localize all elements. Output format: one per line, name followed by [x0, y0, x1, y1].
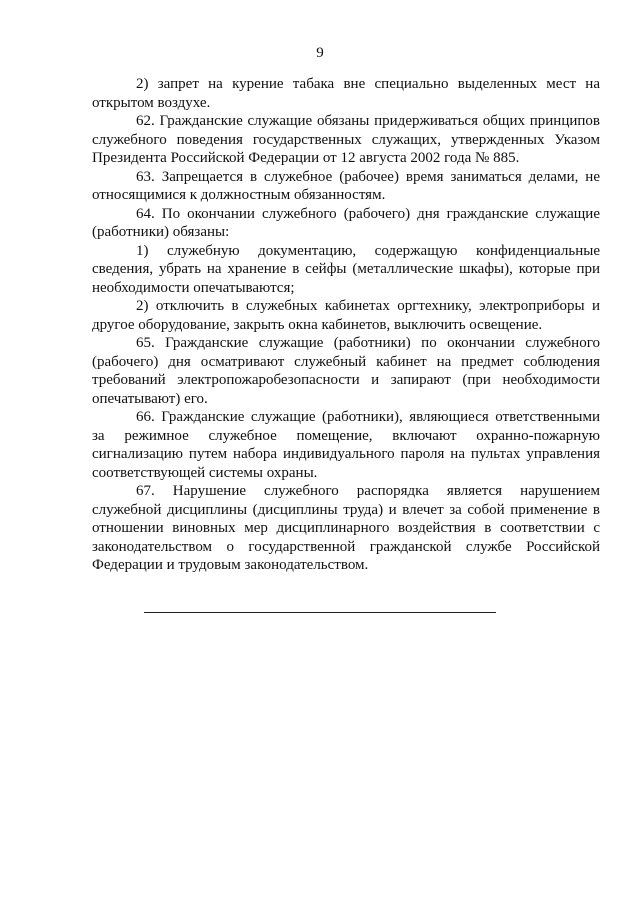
paragraph-64-item-2: 2) отключить в служебных кабинетах оргтехнику, электроприборы и другое оборудование, закрыть окна кабинетов, выключить освещение. [92, 298, 600, 333]
paragraph-65: 65. Гражданские служащие (работники) по окончании служебного (рабочего) дня осматривают служебный кабинет на предмет соблюдения требований электропожаробезопасности и запирают (при необходимости опечатывают) его. [92, 335, 600, 407]
paragraph-62: 62. Гражданские служащие обязаны придерживаться общих принципов служебного поведения государственных служащих, утвержденных Указом Президента Российской Федерации от 12 августа 2002 года № 885. [92, 113, 600, 166]
paragraph-64: 64. По окончании служебного (рабочего) дня гражданские служащие (работники) обязаны: [92, 205, 600, 240]
paragraph-67: 67. Нарушение служебного распорядка является нарушением служебной дисциплины (дисциплины труда) и влечет за собой применение в отношении виновных мер дисциплинарного воздействия в соответствии с законодательством о государственной гражданской службе Российской Федерации и трудовым законодательством. [92, 483, 600, 573]
document-body [92, 75, 600, 575]
paragraph-64-item-1: 1) служебную документацию, содержащую конфиденциальные сведения, убрать на хранение в сейфы (металлические шкафы), которые при необходимости опечатываются; [92, 242, 600, 296]
paragraph-66: 66. Гражданские служащие (работники), являющиеся ответственными за режимное служебное помещение, включают охранно-пожарную сигнализацию путем набора индивидуального пароля на пультах управления соответствующей системы охраны. [92, 409, 600, 481]
paragraph-63: 63. Запрещается в служебное (рабочее) время заниматься делами, не относящимися к должностным обязанностям. [92, 168, 600, 203]
paragraph-smoking-ban: 2) запрет на курение табака вне специально выделенных мест на открытом воздухе. [92, 76, 600, 111]
end-separator-line [144, 612, 496, 613]
page-number: 9 [316, 45, 324, 61]
